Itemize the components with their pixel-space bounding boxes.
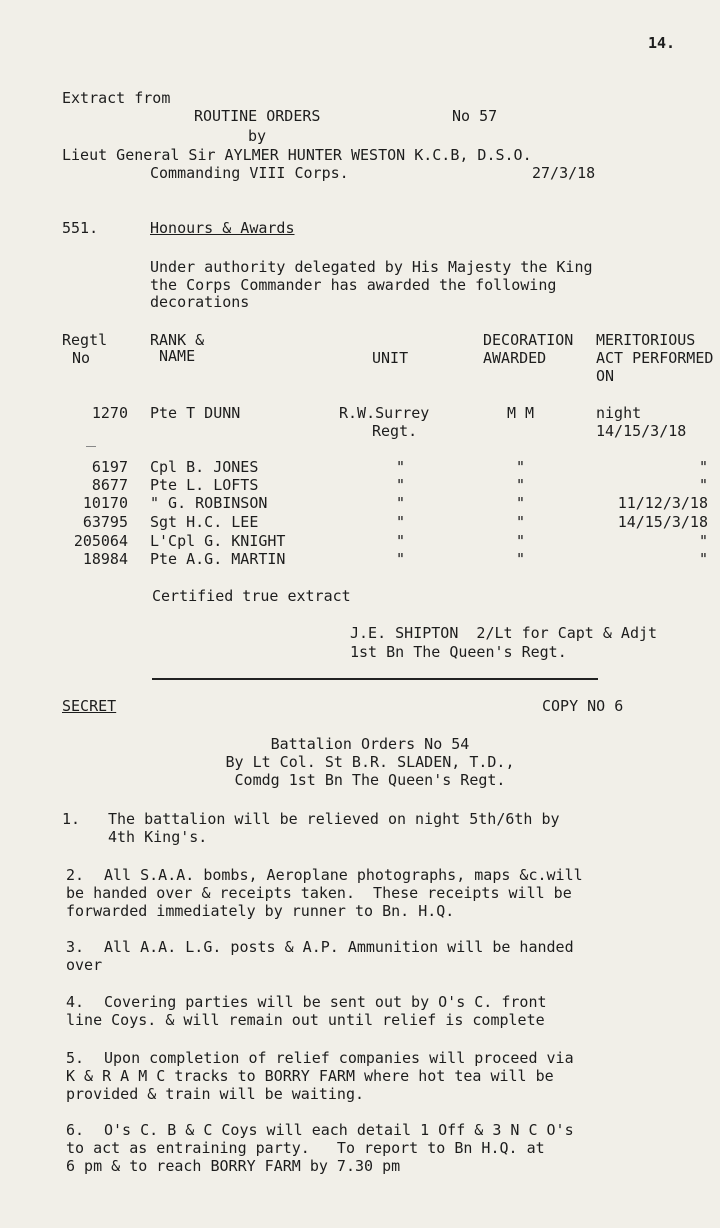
row-regimental-no: 63795	[82, 513, 128, 531]
routine-orders-title: ROUTINE ORDERS	[194, 107, 321, 125]
header-decoration: DECORATION	[483, 331, 574, 349]
row-decoration: "	[516, 532, 526, 550]
table-divider-mark	[86, 446, 96, 447]
row-act: 14/15/3/18	[617, 513, 708, 531]
row-unit: "	[396, 550, 406, 568]
order-line: over	[66, 956, 103, 974]
section-divider	[152, 678, 598, 680]
row-decoration: "	[516, 550, 526, 568]
battalion-orders-title: Battalion Orders No 54	[270, 735, 470, 753]
header-awarded: AWARDED	[483, 349, 547, 367]
copy-number: COPY NO 6	[542, 697, 624, 715]
signature-unit: 1st Bn The Queen's Regt.	[350, 643, 567, 661]
signature-line: J.E. SHIPTON 2/Lt for Capt & Adjt	[350, 624, 658, 642]
row-act: "	[698, 532, 708, 550]
row-unit: "	[396, 513, 406, 531]
row-decoration: "	[516, 494, 526, 512]
extract-author: Lieut General Sir AYLMER HUNTER WESTON K.C.B, D.S.O.	[62, 146, 532, 164]
header-on: ON	[596, 367, 615, 385]
extract-label: Extract from	[62, 89, 171, 107]
page-number: 14.	[648, 34, 676, 52]
row-decoration: "	[516, 458, 526, 476]
order-551-paragraph-line: the Corps Commander has awarded the following	[150, 276, 557, 294]
order-line: The battalion will be relieved on night 5th/6th by	[108, 810, 560, 828]
row-regimental-no: 10170	[82, 494, 128, 512]
header-unit: UNIT	[372, 349, 409, 367]
order-number: 3.	[66, 938, 85, 956]
row-rank-name: Cpl B. JONES	[150, 458, 259, 476]
order-number: 2.	[66, 866, 85, 884]
row-act: "	[698, 476, 708, 494]
order-551-paragraph-line: decorations	[150, 293, 250, 311]
order-line: line Coys. & will remain out until relief is complete	[66, 1011, 545, 1029]
order-line: Covering parties will be sent out by O's C. front	[104, 993, 547, 1011]
routine-orders-number: No 57	[452, 107, 498, 125]
header-regtl: Regtl	[62, 331, 108, 349]
extract-by: by	[248, 127, 267, 145]
extract-command: Commanding VIII Corps.	[150, 164, 349, 182]
secret-label: SECRET	[62, 697, 117, 715]
row-rank-name: L'Cpl G. KNIGHT	[150, 532, 286, 550]
order-551-heading: Honours & Awards	[150, 219, 295, 237]
order-number: 1.	[62, 810, 81, 828]
row-unit: "	[396, 458, 406, 476]
order-line: All S.A.A. bombs, Aeroplane photographs, maps &c.will	[104, 866, 583, 884]
order-551-paragraph-line: Under authority delegated by His Majesty the King	[150, 258, 593, 276]
certified-line: Certified true extract	[152, 587, 351, 605]
row-decoration: "	[516, 476, 526, 494]
row-rank-name: Pte T DUNN	[150, 404, 241, 422]
row-decoration: "	[516, 513, 526, 531]
row-act: night	[596, 404, 642, 422]
row-regimental-no: 1270	[91, 404, 128, 422]
order-line: O's C. B & C Coys will each detail 1 Off & 3 N C O's	[104, 1121, 574, 1139]
row-rank-name: Pte L. LOFTS	[150, 476, 259, 494]
order-number: 5.	[66, 1049, 85, 1067]
order-line: to act as entraining party. To report to Bn H.Q. at	[66, 1139, 545, 1157]
row-regimental-no: 6197	[91, 458, 128, 476]
battalion-orders-by: By Lt Col. St B.R. SLADEN, T.D.,	[225, 753, 515, 771]
header-meritorious: MERITORIOUS	[596, 331, 696, 349]
row-unit-cont: Regt.	[372, 422, 418, 440]
row-unit: "	[396, 532, 406, 550]
order-line: All A.A. L.G. posts & A.P. Ammunition will be handed	[104, 938, 574, 956]
order-line: K & R A M C tracks to BORRY FARM where hot tea will be	[66, 1067, 554, 1085]
order-line: 4th King's.	[108, 828, 208, 846]
row-act: 11/12/3/18	[617, 494, 708, 512]
row-rank-name: Sgt H.C. LEE	[150, 513, 259, 531]
header-no: No	[72, 349, 91, 367]
row-unit: "	[396, 476, 406, 494]
extract-date: 27/3/18	[532, 164, 596, 182]
row-act-cont: 14/15/3/18	[596, 422, 687, 440]
row-regimental-no: 205064	[73, 532, 128, 550]
order-line: Upon completion of relief companies will proceed via	[104, 1049, 574, 1067]
battalion-orders-comdg: Comdg 1st Bn The Queen's Regt.	[234, 771, 506, 789]
row-act: "	[698, 458, 708, 476]
row-decoration: M M	[507, 404, 535, 422]
row-unit: "	[396, 494, 406, 512]
header-name: NAME	[159, 347, 196, 365]
order-line: provided & train will be waiting.	[66, 1085, 365, 1103]
row-rank-name: " G. ROBINSON	[150, 494, 268, 512]
row-unit: R.W.Surrey	[339, 404, 430, 422]
header-rank: RANK &	[150, 331, 205, 349]
order-line: be handed over & receipts taken. These receipts will be	[66, 884, 572, 902]
order-line: forwarded immediately by runner to Bn. H.Q.	[66, 902, 455, 920]
header-act-performed: ACT PERFORMED	[596, 349, 714, 367]
row-rank-name: Pte A.G. MARTIN	[150, 550, 286, 568]
order-number: 6.	[66, 1121, 85, 1139]
order-line: 6 pm & to reach BORRY FARM by 7.30 pm	[66, 1157, 401, 1175]
order-551-number: 551.	[62, 219, 99, 237]
row-regimental-no: 18984	[82, 550, 128, 568]
row-regimental-no: 8677	[91, 476, 128, 494]
row-act: "	[698, 550, 708, 568]
order-number: 4.	[66, 993, 85, 1011]
